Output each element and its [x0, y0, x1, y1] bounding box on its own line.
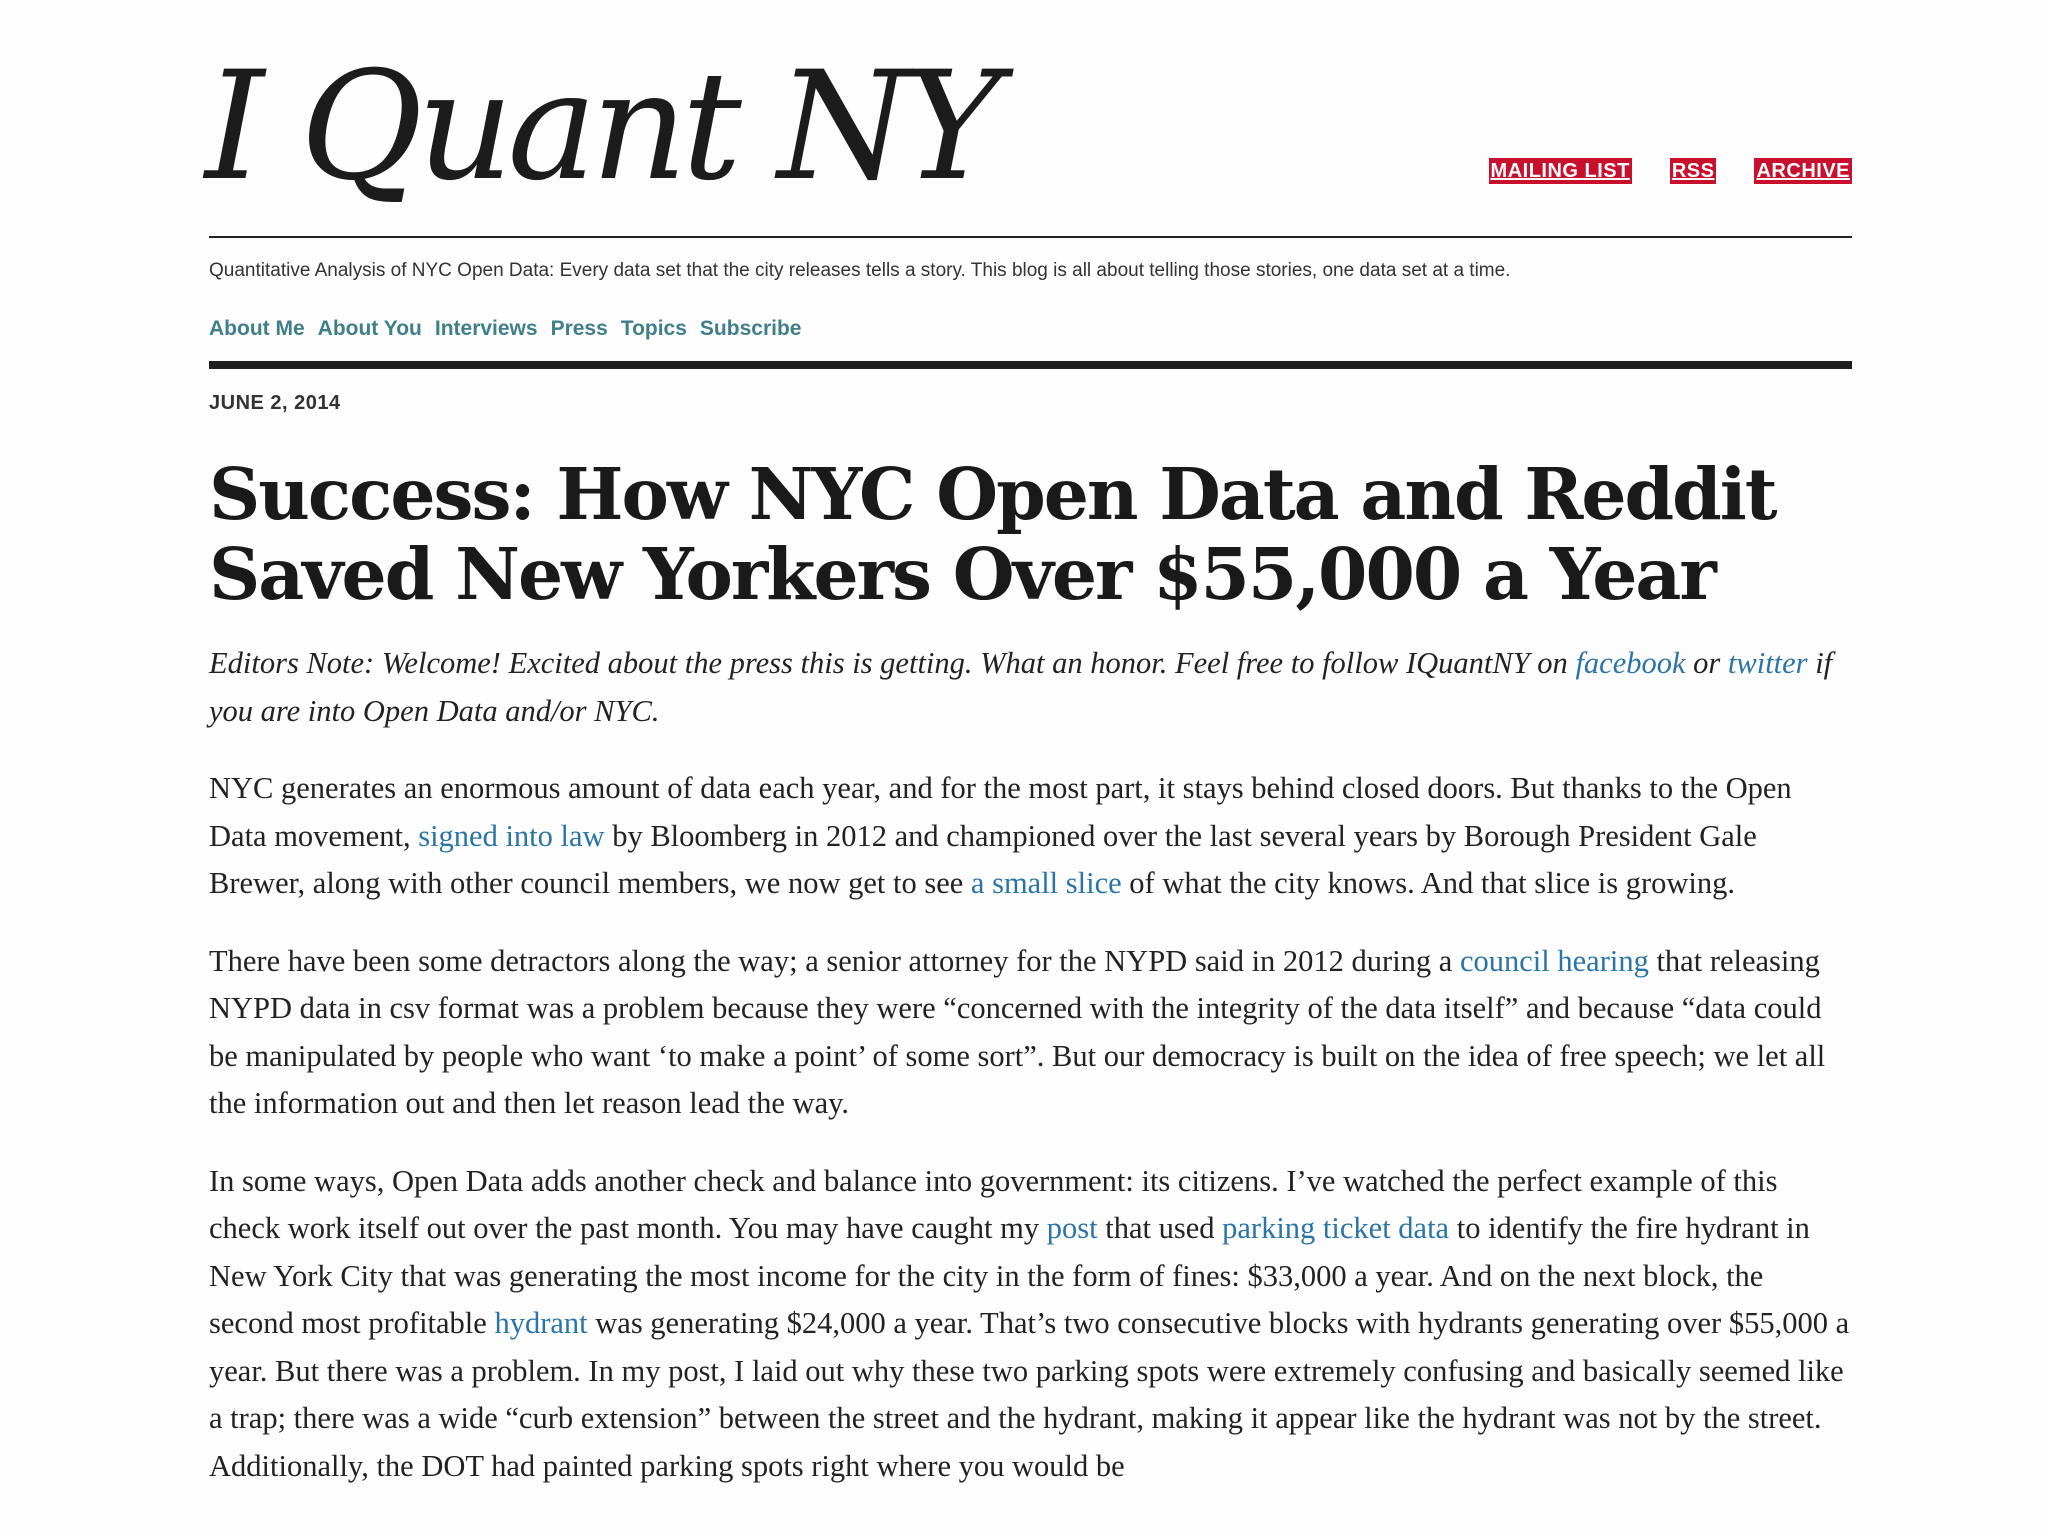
nav-topics[interactable]: Topics: [620, 317, 687, 340]
paragraph-text: that used: [1097, 1211, 1223, 1245]
facebook-link[interactable]: facebook: [1575, 646, 1686, 680]
paragraph-text: There have been some detractors along the way; a senior attorney for the NYPD said in 2012 during a: [209, 943, 1460, 978]
hydrant-link[interactable]: hydrant: [494, 1306, 588, 1340]
top-nav: [1489, 158, 1852, 184]
nav-subscribe[interactable]: Subscribe: [699, 317, 802, 340]
signed-into-law-link[interactable]: signed into law: [418, 818, 605, 853]
paragraph-2: [209, 938, 1852, 1128]
paragraph-text: In some ways, Open Data adds another check and balance into government: its citizens. I’ve watched the perfect example of this check work itself out over the past month. You may have caught my: [209, 1163, 1778, 1245]
mailing-list-link[interactable]: MAILING LIST: [1490, 160, 1630, 182]
paragraph-text: by Bloomberg in 2012 and championed over the last several years by Borough President Gale Brewer, along with other council members, we now get to see: [209, 818, 1757, 900]
nav-press[interactable]: Press: [550, 317, 608, 340]
site-title[interactable]: I Quant NY: [205, 40, 996, 214]
paragraph-3: [209, 1158, 1852, 1491]
paragraph-1: [209, 765, 1852, 908]
nav-about-me[interactable]: About Me: [209, 317, 305, 340]
council-hearing-link[interactable]: council hearing: [1459, 943, 1649, 978]
note-text: or: [1685, 646, 1728, 680]
note-text: Editors Note: Welcome! Excited about the press this is getting. What an honor. Feel free to follow IQuantNY on: [209, 646, 1576, 680]
paragraph-text: NYC generates an enormous amount of data each year, and for the most part, it stays behind closed doors. But thanks to the Open Data movement,: [209, 771, 1792, 853]
parking-ticket-data-link[interactable]: parking ticket data: [1222, 1211, 1450, 1245]
rss-link[interactable]: RSS: [1671, 160, 1715, 182]
editors-note: [209, 640, 1852, 735]
nav-interviews[interactable]: Interviews: [434, 317, 538, 340]
paragraph-text: of what the city knows. And that slice is growing.: [1121, 866, 1735, 900]
post-body: [209, 640, 1852, 1520]
paragraph-text: was generating $24,000 a year. That’s two consecutive blocks with hydrants generating over $55,000 a year. But there was a problem. In my post, I laid out why these two parking spots were extremely confusing and basically seemed like a trap; there was a wide “curb extension” between the street and the hydrant, making it appear like the hydrant was not by the street. Additionally, the DOT had painted parking spots right where you would be: [209, 1306, 1850, 1483]
post-title[interactable]: Success: How NYC Open Data and Reddit Saved New Yorkers Over $55,000 a Year: [209, 452, 1776, 616]
archive-link[interactable]: ARCHIVE: [1756, 160, 1850, 182]
nav-divider: [209, 361, 1852, 369]
small-slice-link[interactable]: a small slice: [970, 866, 1122, 900]
site-tagline: Quantitative Analysis of NYC Open Data: Every data set that the city releases tells a story. This blog is all about telling those stories, one data set at a time.: [209, 260, 1511, 281]
header-divider: [209, 236, 1852, 238]
note-text: if you are into Open Data and/or NYC.: [209, 646, 1833, 728]
post-link[interactable]: post: [1046, 1211, 1098, 1245]
twitter-link[interactable]: twitter: [1727, 646, 1808, 680]
paragraph-text: to identify the fire hydrant in New York City that was generating the most income for the city in the form of fines: $33,000 a year. And on the next block, the second most profitable: [209, 1211, 1810, 1340]
nav-about-you[interactable]: About You: [317, 317, 422, 340]
post-date: JUNE 2, 2014: [209, 392, 341, 414]
paragraph-text: that releasing NYPD data in csv format was a problem because they were “concerned with the integrity of the data itself” and because “data could be manipulated by people who want ‘to make a point’ of some sort”. But our democracy is built on the idea of free speech; we let all the information out and then let reason lead the way.: [209, 943, 1826, 1120]
page-nav: [209, 317, 801, 341]
